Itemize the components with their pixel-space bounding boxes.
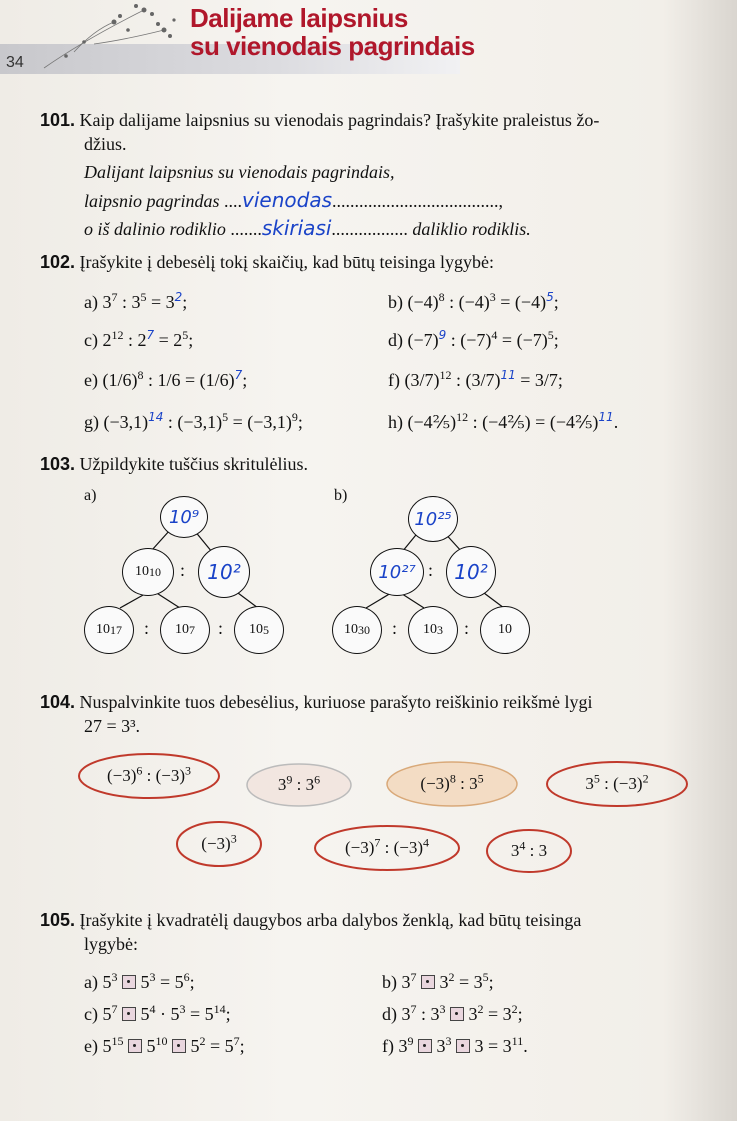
ex101-rule-line2: laipsnio pagrindas ....vienodas....................................., — [84, 188, 504, 212]
ex103a-mid-left-circle: 10 10 — [122, 548, 174, 596]
ex104-cloud-2[interactable]: $3^9$ : $3^6$ — [244, 760, 354, 810]
ex104-cloud-6[interactable]: $(-3)^7$ : $(-3)^4$ — [312, 822, 462, 874]
ex102-f: f) $(3/7)^{12}$ : $(3/7)^{11} = 3/7$; — [388, 368, 563, 390]
ex102-g: g) $(-3,1)^{14}$ : $(-3,1)^5 = (-3,1)^9$; — [84, 410, 303, 432]
ex102-b: b) $(-4)^8$ : $(-4)^3 = (-4)^5$; — [388, 290, 559, 312]
chapter-title: Dalijame laipsnius su vienodais pagrindais — [190, 3, 475, 61]
ex105-e-box1[interactable] — [128, 1039, 142, 1053]
ex102-question: 102. Įrašykite į debesėlį tokį skaičių, kad būtų teisinga lygybė: — [40, 252, 494, 272]
ex104-cloud-1[interactable]: $(-3)^6$ : $(-3)^3$ — [76, 750, 222, 802]
ex105-b-box[interactable] — [421, 975, 435, 989]
ex104-question: 104. Nuspalvinkite tuos debesėlius, kuriuose parašyto reiškinio reikšmė lygi — [40, 692, 593, 712]
ex105-e: e) $5^{15}$ $5^{10}$ $5^2 = 5^7$; — [84, 1034, 245, 1056]
ex101-rule-line3: o iš dalinio rodiklio .......skiriasi................. daliklio rodiklis. — [84, 216, 531, 240]
ex104-question-cont: 27 = 3³. — [84, 716, 141, 736]
ex102-a: a) $3^7$ : $3^5 = 3^2$; — [84, 290, 188, 312]
ex103-question: 103. Užpildykite tuščius skritulėlius. — [40, 454, 309, 474]
ex105-f: f) $3^9$ $3^3$ $3 = 3^{11}$. — [382, 1034, 528, 1056]
ex105-question-cont: lygybė: — [84, 934, 138, 954]
ex101-rule-line1: Dalijant laipsnius su vienodais pagrindais, — [84, 162, 395, 182]
ex105-b: b) $3^7$ $3^2 = 3^5$; — [382, 970, 494, 992]
page-header — [0, 0, 737, 78]
ex102-e: e) $(1/6)^8$ : $1/6 = (1/6)^7$; — [84, 368, 248, 390]
ex105-a-box[interactable] — [122, 975, 136, 989]
ex103b-bottom-3-circle: 10 — [480, 606, 530, 654]
ex102-c: c) $2^{12}$ : $2^7 = 2^5$; — [84, 328, 194, 350]
ex103a-top-circle: 10⁹ — [160, 496, 208, 538]
ex103a-bottom-2-circle: 10 7 — [160, 606, 210, 654]
ex105-c: c) $5^7$ $5^4 \cdot 5^3 = 5^{14}$; — [84, 1002, 231, 1024]
ex105-f-box1[interactable] — [418, 1039, 432, 1053]
ex101-question: 101. Kaip dalijame laipsnius su vienodais pagrindais? Įrašykite praleistus žo- — [40, 110, 600, 130]
ex103b-bottom-2-circle: 10 3 — [408, 606, 458, 654]
ex103b-bottom-1-circle: 10 30 — [332, 606, 382, 654]
ex103b-mid-left-circle: 10²⁷ — [370, 548, 424, 596]
ex102-h: h) (−4⅖)$^{12}$ : (−4⅖) = (−4⅖)$^{11}$. — [388, 410, 619, 432]
ex103-b-label: b) — [334, 487, 348, 504]
ex102-d: d) $(-7)^9$ : $(-7)^4 = (-7)^5$; — [388, 328, 559, 350]
ex103a-mid-right-circle: 10² — [198, 546, 250, 598]
ex105-c-box[interactable] — [122, 1007, 136, 1021]
page-number: 34 — [6, 54, 24, 71]
ex105-a: a) $5^3$ $5^3 = 5^6$; — [84, 970, 195, 992]
ex104-cloud-5[interactable]: $(-3)^3$ — [174, 818, 264, 870]
ex105-f-box2[interactable] — [456, 1039, 470, 1053]
ex101-question-cont: džius. — [84, 134, 127, 154]
ex103-a-label: a) — [84, 487, 97, 504]
ex105-e-box2[interactable] — [172, 1039, 186, 1053]
ex104-cloud-7[interactable]: $3^4$ : 3 — [484, 826, 574, 876]
ex103a-bottom-3-circle: 10 5 — [234, 606, 284, 654]
ex104-cloud-4[interactable]: $3^5$ : $(-3)^2$ — [544, 758, 690, 810]
ex105-d-box[interactable] — [450, 1007, 464, 1021]
ex104-cloud-3[interactable]: $(-3)^8$ : $3^5$ — [384, 758, 520, 810]
flower-spray-icon — [24, 0, 184, 70]
ex103a-bottom-1-circle: 10 17 — [84, 606, 134, 654]
ex103b-mid-right-circle: 10² — [446, 546, 496, 598]
ex105-d: d) $3^7$ : $3^3$ $3^2 = 3^2$; — [382, 1002, 523, 1024]
ex105-question: 105. Įrašykite į kvadratėlį daugybos arba dalybos ženklą, kad būtų teisinga — [40, 910, 582, 930]
ex103b-top-circle: 10²⁵ — [408, 496, 458, 542]
textbook-page: Dalijame laipsnius su vienodais pagrindais 34 101. Kaip dalijame laipsnius su vienodais pagrindais? Įrašykite praleistus žo- džius. Dalijant laipsnius su vienodais pagrindais, laipsnio pagrindas ....vienodas....................................., o iš dalinio rodiklio .......skiriasi................. daliklio rodiklis. 102. Įrašykite į debesėlį tokį skaičių, kad būtų teisinga lygybė: a) $3^7$ : $3^5 = 3^2$; b) $(-4)^8$ : $(-4)^3 = (-4)^5$; c) $2^{12}$ : $2^7 = 2^5$; d) $(-7)^9$ : $(-7)^4 = (-7)^5$; e) $(1/6)^8$ : $1/6 = (1/6)^7$; f) $(3/7)^{12}$ : $(3/7)^{11} = 3/7$; g) $(-3,1)^{14}$ : $(-3,1)^5 = (-3,1)^9$; h) (−4⅖)$^{12}$ : (−4⅖) = (−4⅖)$^{11}$. 103. Užpildykite tuščius skritulėlius. a) b) 10⁹ 10 10 10² : 10 17 10 7 10 5 : : 10²⁵ 10²⁷ 10² : 10 30 10 3 10 : : 104. Nuspalvinkite tuos debesėlius, kuriuose parašyto reiškinio reikšmė lygi 27 = 3³. $(-3)^6$ : $(-3)^3$ $3^9$ : $3^6$ $(-3)^8$ : $3^5$ $3^5$ : $(-3)^2$ $(-3)^3$ $(-3)^7$ : $(-3)^4$ $3^4$ : 3 105. Įrašykite į kvadratėlį daugybos arba dalybos ženklą, kad būtų teisinga lygybė: a) $5^3$ $5^3 = 5^6$; b) $3^7$ $3^2 = 3^5$; c) $5^7$ $5^4 \cdot 5^3 = 5^{14}$; d) $3^7$ : $3^3$ $3^2 = 3^2$; e) $5^{15}$ $5^{10}$ $5^2 = 5^7$; f) $3^9$ $3^3$ $3 = 3^{11}$. — [0, 0, 737, 1121]
